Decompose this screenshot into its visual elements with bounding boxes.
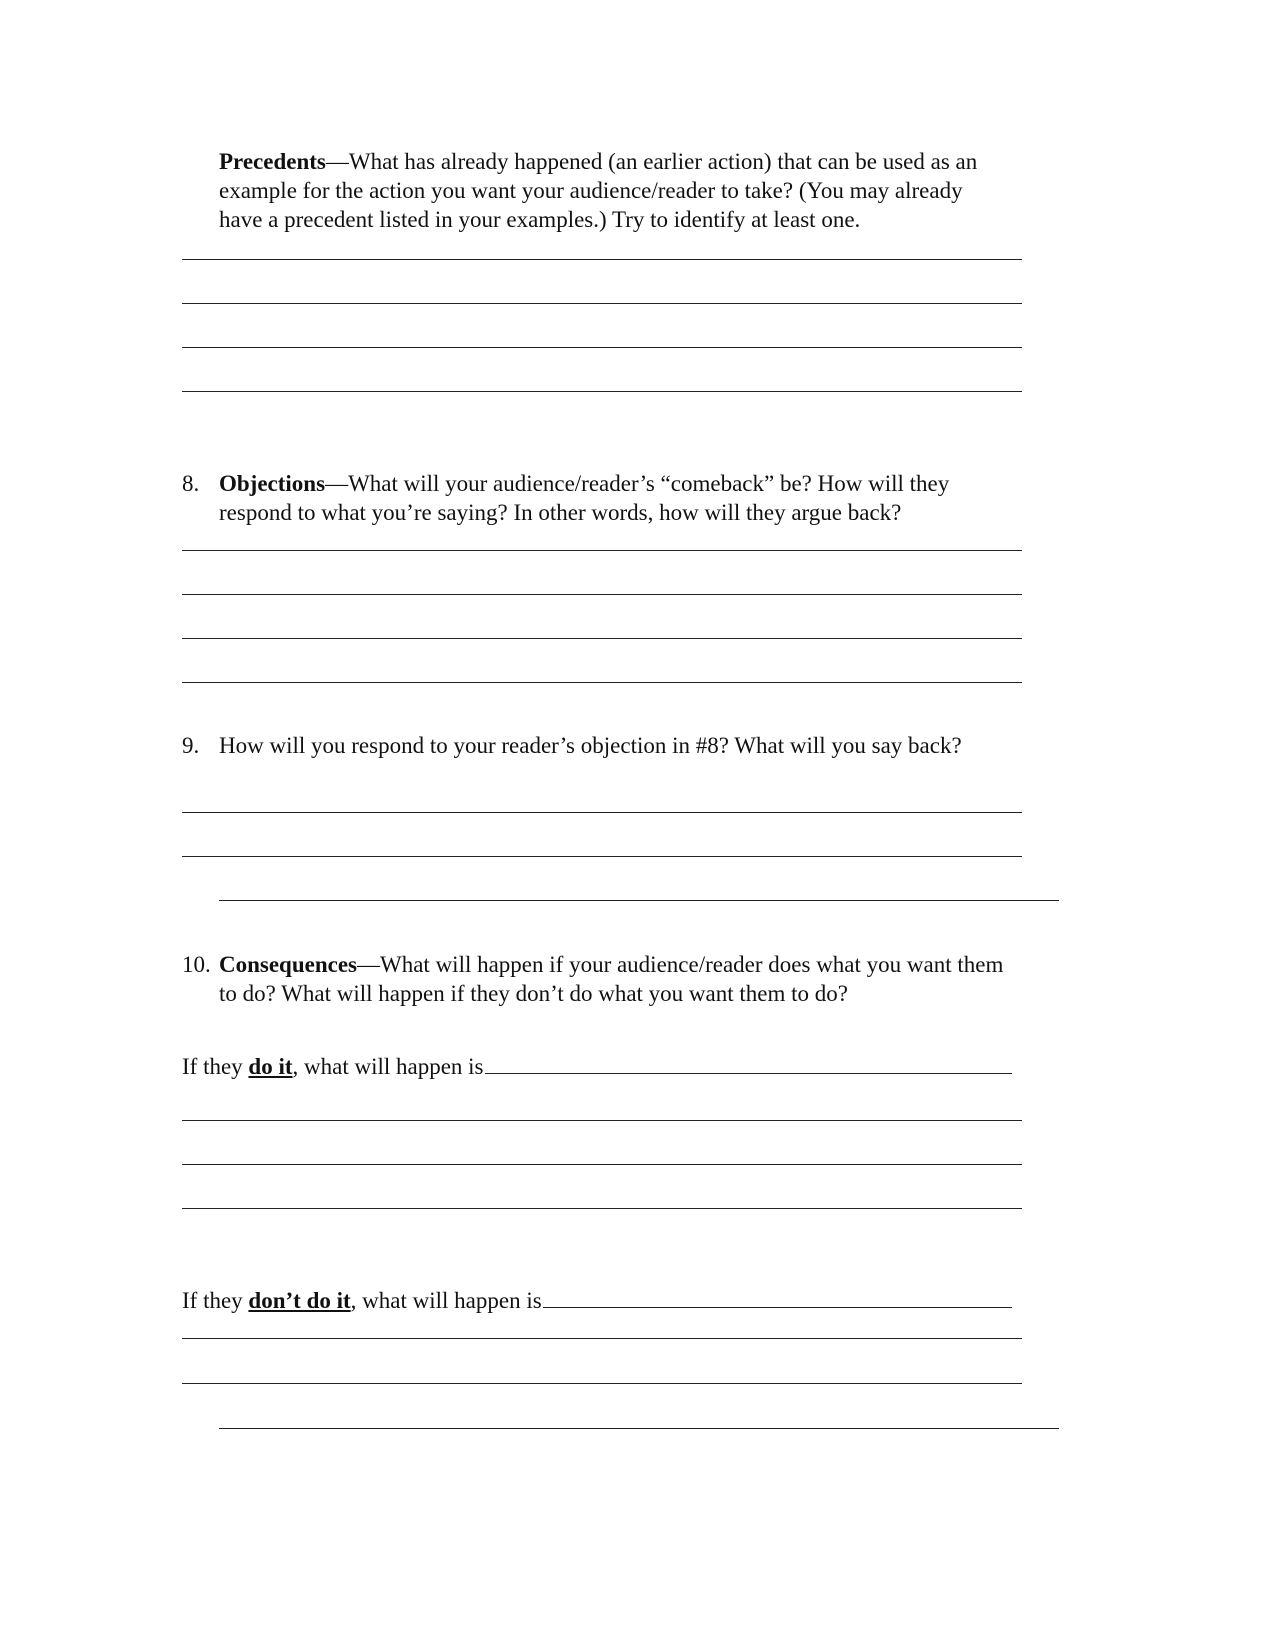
answer-line[interactable] bbox=[182, 1164, 1022, 1165]
q9-number: 9. bbox=[182, 733, 200, 758]
precedents-line-1: Precedents—What has already happened (an earlier action) that can be used as an bbox=[219, 149, 978, 174]
q10-line-1: Consequences—What will happen if your audience/reader does what you want them bbox=[219, 952, 1004, 977]
answer-line[interactable] bbox=[182, 1383, 1022, 1384]
answer-line[interactable] bbox=[182, 259, 1022, 260]
precedents-term: Precedents bbox=[219, 149, 326, 174]
precedents-prompt bbox=[219, 147, 977, 234]
q8-line-1: Objections—What will your audience/reader’s “comeback” be? How will they bbox=[219, 471, 950, 496]
answer-line[interactable] bbox=[182, 1120, 1022, 1121]
answer-line[interactable] bbox=[182, 1208, 1022, 1209]
answer-line[interactable] bbox=[182, 347, 1022, 348]
precedents-line-3: have a precedent listed in your examples.) Try to identify at least one. bbox=[219, 207, 861, 232]
q10-line-2: to do? What will happen if they don’t do what you want them to do? bbox=[219, 981, 848, 1006]
answer-line[interactable] bbox=[182, 638, 1022, 639]
answer-line[interactable] bbox=[182, 856, 1022, 857]
q10-term: Consequences bbox=[219, 952, 358, 977]
answer-line[interactable] bbox=[182, 1338, 1022, 1339]
dont-do-it-emphasis: don’t do it bbox=[248, 1288, 351, 1313]
q9-line-1: How will you respond to your reader’s objection in #8? What will you say back? bbox=[219, 733, 962, 758]
answer-line[interactable] bbox=[219, 900, 1059, 901]
answer-line[interactable] bbox=[182, 594, 1022, 595]
q9-prompt bbox=[182, 731, 962, 760]
q10-number: 10. bbox=[182, 952, 211, 977]
answer-line[interactable] bbox=[182, 812, 1022, 813]
precedents-line-2: example for the action you want your audience/reader to take? (You may already bbox=[219, 178, 963, 203]
answer-blank[interactable] bbox=[485, 1055, 1012, 1074]
q8-line-2: respond to what you’re saying? In other words, how will they argue back? bbox=[219, 500, 902, 525]
answer-line[interactable] bbox=[182, 391, 1022, 392]
if-dont-do-it-prompt: If they don’t do it , what will happen is bbox=[182, 1286, 1012, 1315]
if-do-it-prompt: If they do it , what will happen is bbox=[182, 1052, 1012, 1081]
q8-term: Objections bbox=[219, 471, 326, 496]
do-it-emphasis: do it bbox=[248, 1054, 293, 1079]
q10-prompt bbox=[182, 950, 1004, 1008]
answer-line[interactable] bbox=[182, 682, 1022, 683]
answer-line[interactable] bbox=[182, 303, 1022, 304]
q8-number: 8. bbox=[182, 471, 200, 496]
q8-prompt bbox=[182, 469, 950, 527]
answer-line[interactable] bbox=[219, 1428, 1059, 1429]
answer-line[interactable] bbox=[182, 550, 1022, 551]
answer-blank[interactable] bbox=[543, 1289, 1012, 1308]
